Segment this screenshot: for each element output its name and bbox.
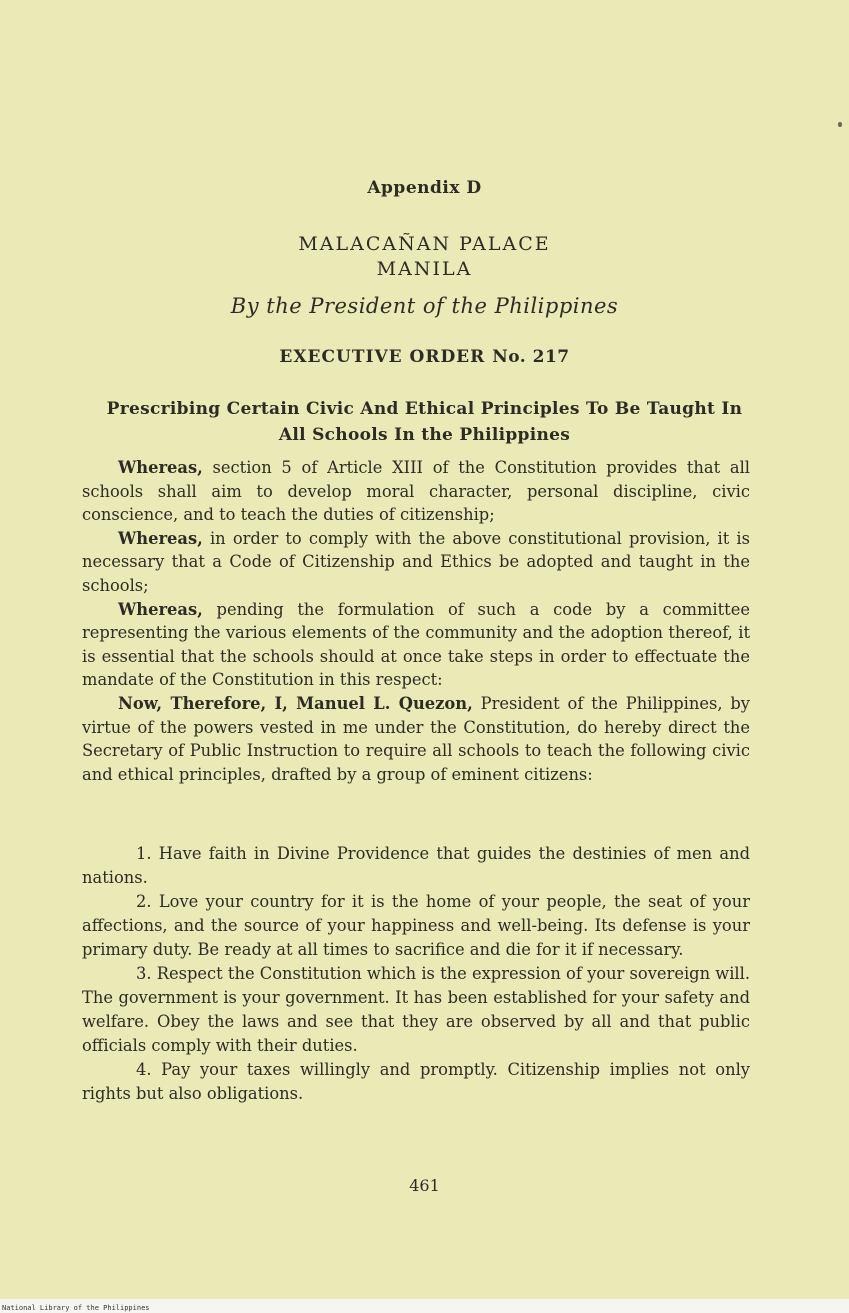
paragraph (82, 456, 750, 527)
title-line-2: All Schools In the Philippines (278, 425, 571, 445)
paragraph-text: President of the Philippines, by virtue of the powers vested in me under the Constitution, do hereby direct the Secretary of Public Instruction to require all schools to teach the following civic and ethical principles, drafted by a group of eminent citizens: (82, 693, 750, 784)
paragraph-text: in order to comply with the above constitutional provision, it is necessary that a Code of Citizenship and Ethics be adopted and taught in the schools; (82, 528, 750, 595)
paragraph (82, 598, 750, 692)
paragraph (82, 692, 750, 786)
palace-line-2: MANILA (376, 258, 473, 280)
principle-item: 4. Pay your taxes willingly and promptly. Citizenship implies not only rights but also obligations. (82, 1060, 750, 1103)
page-number: 461 (409, 1176, 440, 1195)
paragraph-lead: Whereas, (118, 458, 203, 477)
paragraph-text: section 5 of Article XIII of the Constitution provides that all schools shall aim to develop moral character, personal discipline, civic conscience, and to teach the duties of citizenship; (82, 458, 750, 525)
order-number: No. 217 (492, 347, 570, 367)
byline: By the President of the Philippines (230, 294, 619, 318)
palace-heading (0, 232, 849, 282)
order-title (60, 396, 789, 448)
principle-item: 3. Respect the Constitution which is the expression of your sovereign will. The government is your government. It has been established for your safety and welfare. Obey the laws and see that they are observed by all and that public officials comply with their duties. (82, 964, 750, 1055)
paragraph-lead: Whereas, (118, 528, 203, 548)
palace-line-1: MALACAÑAN PALACE (298, 233, 551, 255)
preamble (82, 456, 750, 786)
executive-order-heading (0, 347, 849, 367)
title-line-1: Prescribing Certain Civic And Ethical Principles To Be Taught In (106, 399, 743, 419)
paragraph (82, 527, 750, 598)
principles-list (82, 842, 750, 1106)
principle-item: 1. Have faith in Divine Providence that guides the destinies of men and nations. (82, 844, 750, 887)
paragraph-lead: Whereas, (118, 599, 203, 619)
appendix-heading: Appendix D (367, 178, 482, 198)
footer-credit: National Library of the Philippines (2, 1304, 150, 1312)
principle-item: 2. Love your country for it is the home of your people, the seat of your affections, and the source of your happiness and well-being. Its defense is your primary duty. Be ready at all times to sacrifice and die for it if necessary. (82, 892, 750, 959)
order-label: EXECUTIVE ORDER (279, 347, 486, 367)
paper-speck (838, 122, 842, 127)
paragraph-text: pending the formulation of such a code by a committee representing the various elements of the community and the adoption thereof, it is essential that the schools should at once take steps in order to effectuate the mandate of the Constitution in this respect: (82, 599, 750, 690)
paragraph-lead: Now, Therefore, I, Manuel L. Quezon, (118, 693, 473, 713)
